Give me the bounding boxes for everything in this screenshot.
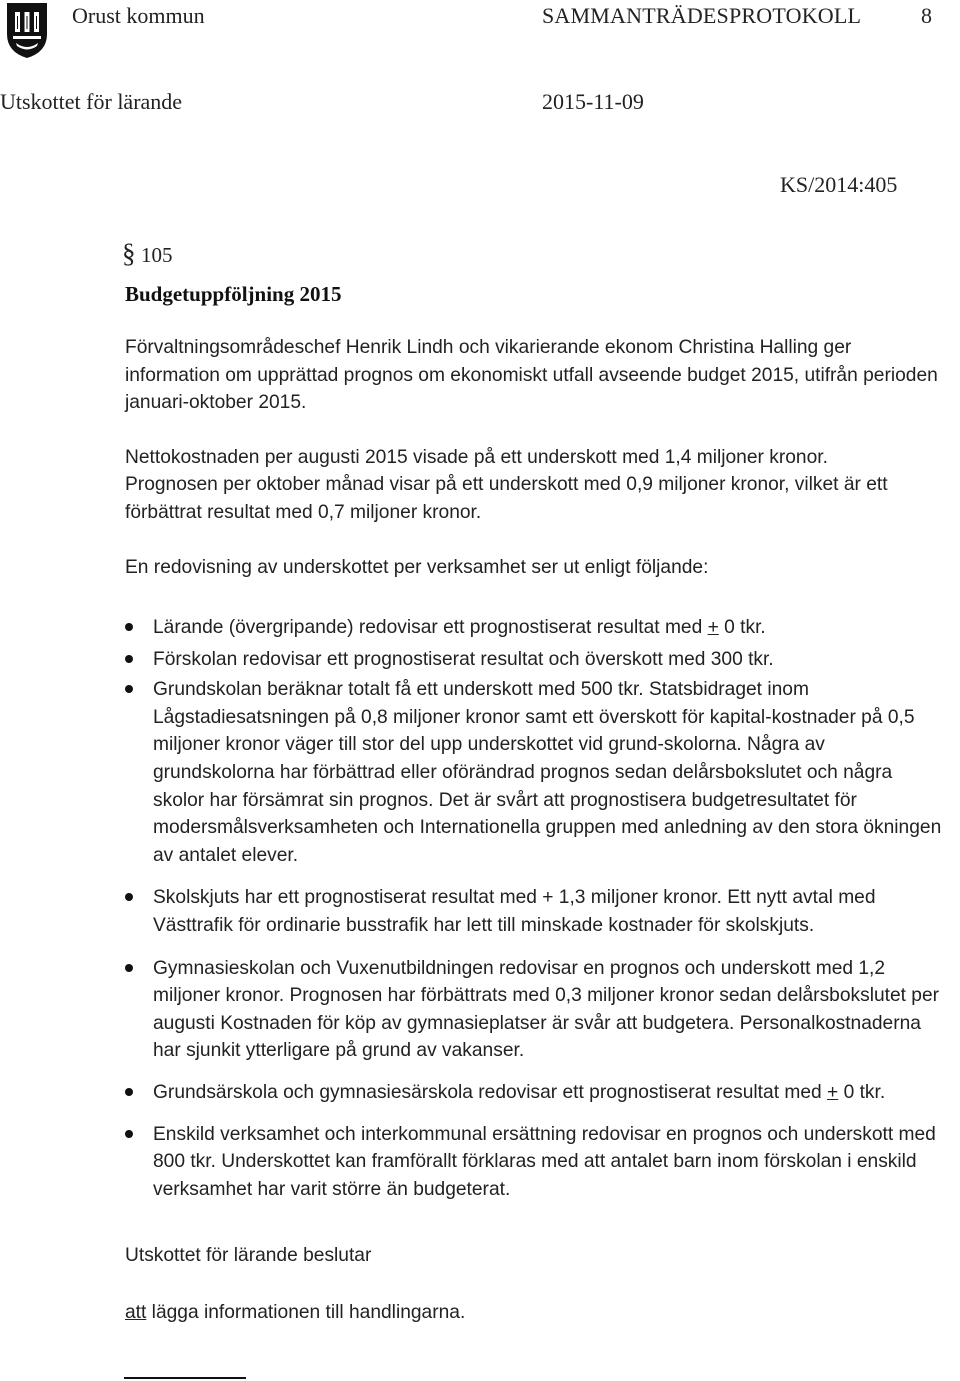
plus-minus-sign: + — [827, 1081, 839, 1103]
bullet-icon — [125, 655, 133, 663]
signature-line — [124, 1377, 246, 1379]
list-item — [125, 955, 945, 1065]
meeting-date: 2015-11-09 — [542, 89, 644, 114]
section-number: 105 — [141, 243, 173, 267]
section-symbol: § — [122, 238, 136, 268]
paragraph-information: Förvaltningsområdeschef Henrik Lindh och vikarierande ekonom Christina Halling ger information om upprättad prognos om ekonomiskt utfall avseende budget 2015, utifrån perioden januari-oktober 2015. — [125, 337, 938, 414]
list-item — [125, 614, 945, 642]
decision-body: lägga informationen till handlingarna. — [146, 1302, 466, 1323]
bullet-icon — [125, 893, 133, 901]
case-number: KS/2014:405 — [780, 172, 898, 197]
list-item — [125, 676, 945, 869]
list-item-text: Skolskjuts har ett prognostiserat resultat med + 1,3 miljoner kronor. Ett nytt avtal med Västtrafik för ordinarie busstrafik har lett till minskade kostnader för skolskjuts. — [153, 887, 876, 936]
bullet-icon — [125, 1130, 133, 1138]
plus-minus-sign: + — [707, 617, 719, 638]
list-item-text: Grundskolan beräknar totalt få ett underskott med 500 tkr. Statsbidraget inom Lågstadiesatsningen på 0,8 miljoner kronor samt ett överskott för kapital-kostnader på 0,5 miljoner kronor väger till stor del upp underskottet vid grund-skolorna. Några av grundskolorna har förbättrad eller oförändrad prognos sedan delårsbokslutet och några skolor har försämrat sin prognos. Det är svårt att prognostisera budgetresultatet för modersmålsverksamheten och Internationella gruppen med anledning av den stora ökningen av antalet elever. — [153, 679, 942, 866]
paragraph-net-cost: Nettokostnaden per augusti 2015 visade på ett underskott med 1,4 miljoner kronor. — [125, 446, 828, 468]
decision-text — [125, 1302, 465, 1324]
list-item-text: Gymnasieskolan och Vuxenutbildningen redovisar en prognos och underskott med 1,2 miljoner kronor. Prognosen har förbättrats med 0,3 miljoner kronor sedan delårsbokslutet per augusti Kostnaden för köp av gymnasieplatser är svår att budgetera. Personalkostnaderna har sjunkit ytterligare på grund av vakanser. — [153, 957, 940, 1062]
deficit-list — [125, 614, 945, 1203]
municipality-name: Orust kommun — [72, 3, 205, 28]
bullet-icon — [125, 1088, 133, 1096]
section-title: Budgetuppföljning 2015 — [125, 282, 342, 306]
list-item-text: Förskolan redovisar ett prognostiserat resultat och överskott med 300 tkr. — [153, 648, 774, 670]
bullet-icon — [125, 623, 133, 631]
page-number: 8 — [921, 3, 932, 28]
list-item-text: Grundsärskola och gymnasiesärskola redovisar ett prognostiserat resultat med — [153, 1081, 828, 1103]
paragraph-forecast: Prognosen per oktober månad visar på ett underskott med 0,9 miljoner kronor, vilket är ett förbättrat resultat med 0,7 miljoner kronor. — [125, 474, 888, 523]
att-word: att — [125, 1302, 147, 1323]
list-item — [125, 884, 945, 939]
bullet-icon — [125, 964, 133, 972]
list-item-text: Lärande (övergripande) redovisar ett prognostiserat resultat med — [153, 617, 708, 638]
list-item — [125, 1079, 945, 1107]
list-item-text: Enskild verksamhet och interkommunal ersättning redovisar en prognos och underskott med 800 tkr. Underskottet kan framförallt förklaras med att antalet barn inom förskolan i enskild verksamhet har varit större än budgeterat. — [153, 1123, 936, 1200]
paragraph-breakdown-intro: En redovisning av underskottet per verksamhet ser ut enligt följande: — [125, 556, 709, 578]
list-item-text-end: 0 tkr. — [718, 617, 766, 638]
bullet-icon — [125, 685, 133, 693]
document-type: SAMMANTRÄDESPROTOKOLL — [542, 3, 862, 28]
committee-name: Utskottet för lärande — [0, 89, 183, 114]
list-item-text-end: 0 tkr. — [838, 1081, 886, 1103]
list-item — [125, 646, 945, 674]
decision-heading: Utskottet för lärande beslutar — [125, 1245, 372, 1266]
municipality-logo — [4, 0, 50, 60]
body-paragraphs — [125, 334, 945, 581]
list-item — [125, 1121, 945, 1204]
